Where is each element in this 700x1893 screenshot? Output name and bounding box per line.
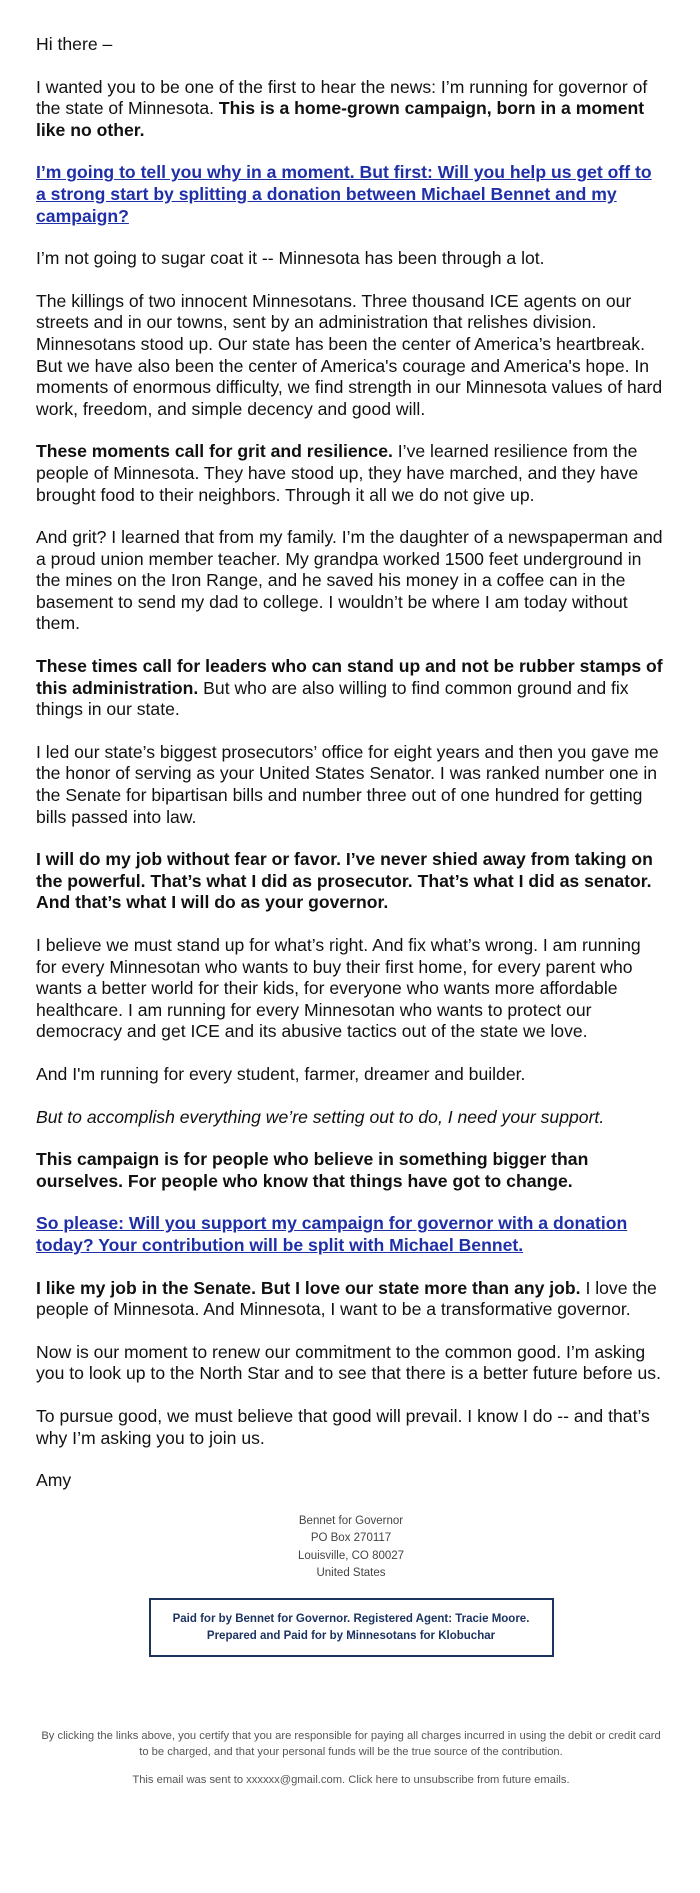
paragraph-italic: But to accomplish everything we’re setting out to do, I need your support.	[36, 1106, 605, 1127]
email-body	[36, 34, 666, 1492]
paragraph-bold: These moments call for grit and resilience.	[36, 441, 393, 462]
paragraph-join-us: To pursue good, we must believe that good will prevail. I know I do -- and that’s why I’m asking you to join us.	[36, 1405, 650, 1448]
paragraph-text: I’ve learned resilience from the people of Minnesota. They have stood up, they have marched, and they have brought food to their neighbors. Through it all we do not give up.	[36, 441, 639, 505]
footer-city: Louisville, CO 80027	[297, 1549, 405, 1562]
footer-po-box: PO Box 270117	[310, 1532, 392, 1545]
paragraph-text: I love the people of Minnesota. And Minnesota, I want to be a transformative governor.	[36, 1277, 657, 1320]
paragraph-bold: I like my job in the Senate. But I love our state more than any job.	[36, 1277, 581, 1298]
paragraph-grit-resilience	[36, 441, 666, 506]
paragraph-need-support	[36, 1107, 666, 1129]
paragraph-leaders	[36, 656, 666, 721]
paragraph-killings: The killings of two innocent Minnesotans. Three thousand ICE agents on our streets and in our towns, sent by an administration that relishes division. Minnesotans stood up. Our state has been the center of America’s heartbreak. But we have also been the center of America's courage and America's hope. In moments of enormous difficulty, we find strength in our Minnesota values of hard work, freedom, and simple decency and good will.	[36, 290, 663, 419]
paragraph-bold: These times call for leaders who can stand up and not be rubber stamps of this administration.	[36, 656, 663, 698]
paragraph-stand-up: I believe we must stand up for what’s right. And fix what’s wrong. I am running for every Minnesotan who wants to buy their first home, for every parent who wants a better world for their kids, for everyone who wants more affordable healthcare. I am running for every Minnesotan who wants to protect our democracy and get ICE and its abusive tactics out of the state we love.	[36, 935, 641, 1042]
footer-address	[36, 1513, 666, 1583]
paragraph-fear-or-favor	[36, 849, 666, 914]
paragraph-bold: This is a home-grown campaign, born in a moment like no other.	[36, 98, 645, 140]
paragraph-family: And grit? I learned that from my family. I’m the daughter of a newspaperman and a proud union member teacher. My grandpa worked 1500 feet underground in the mines on the Iron Range, and he saved his money in a coffee can in the basement to send my dad to college. I wouldn’t be where I am today without them.	[36, 527, 663, 634]
donation-link-paragraph	[36, 1213, 666, 1256]
paragraph-running-for: And I'm running for every student, farmer, dreamer and builder.	[36, 1063, 526, 1084]
signature: Amy	[36, 1470, 72, 1491]
paragraph-love-state	[36, 1278, 666, 1321]
unsubscribe-notice[interactable]: This email was sent to xxxxxx@gmail.com. Click here to unsubscribe from future emails.	[132, 1773, 570, 1786]
legal-disclaimer: By clicking the links above, you certify that you are responsible for paying all charges incurred in using the debit or credit card to be charged, and that your personal funds will be the true source of the contribution.	[41, 1729, 661, 1759]
paragraph-sugar-coat: I’m not going to sugar coat it -- Minnesota has been through a lot.	[36, 248, 545, 269]
footer-org: Bennet for Governor	[298, 1514, 404, 1527]
paragraph-bold: I will do my job without fear or favor. I’ve never shied away from taking on the powerful. That’s what I did as prosecutor. That’s what I did as senator. And that’s what I will do as your governor.	[36, 849, 653, 913]
paragraph-announcement	[36, 77, 666, 142]
paragraph-record: I led our state’s biggest prosecutors’ office for eight years and then you gave me the honor of serving as your United States Senator. I was ranked number one in the Senate for bipartisan bills and number three out of one hundred for getting bills passed into law.	[36, 741, 659, 827]
paragraph-text: But who are also willing to find common ground and fix things in our state.	[36, 677, 629, 720]
donation-link-paragraph	[36, 162, 666, 227]
donation-link-support[interactable]: So please: Will you support my campaign for governor with a donation today? Your contribution will be split with Michael Bennet.	[36, 1213, 628, 1255]
paragraph-north-star: Now is our moment to renew our commitment to the common good. I’m asking you to look up to the North Star and to see that there is a better future before us.	[36, 1341, 661, 1384]
paragraph-bold: This campaign is for people who believe in something bigger than ourselves. For people who know that things have got to change.	[36, 1149, 589, 1191]
paragraph-bigger	[36, 1149, 666, 1192]
donation-link-split[interactable]: I’m going to tell you why in a moment. But first: Will you help us get off to a strong start by splitting a donation between Michael Bennet and my campaign?	[36, 162, 652, 226]
footer-country: United States	[316, 1567, 386, 1580]
paid-for-disclaimer	[149, 1598, 554, 1657]
paid-for-line-1: Paid for by Bennet for Governor. Registered Agent: Tracie Moore.	[172, 1612, 530, 1625]
paragraph-text: I wanted you to be one of the first to hear the news: I’m running for governor of the state of Minnesota.	[36, 76, 648, 119]
greeting: Hi there –	[36, 34, 113, 54]
paid-for-line-2: Prepared and Paid for by Minnesotans for Klobuchar	[206, 1629, 496, 1642]
